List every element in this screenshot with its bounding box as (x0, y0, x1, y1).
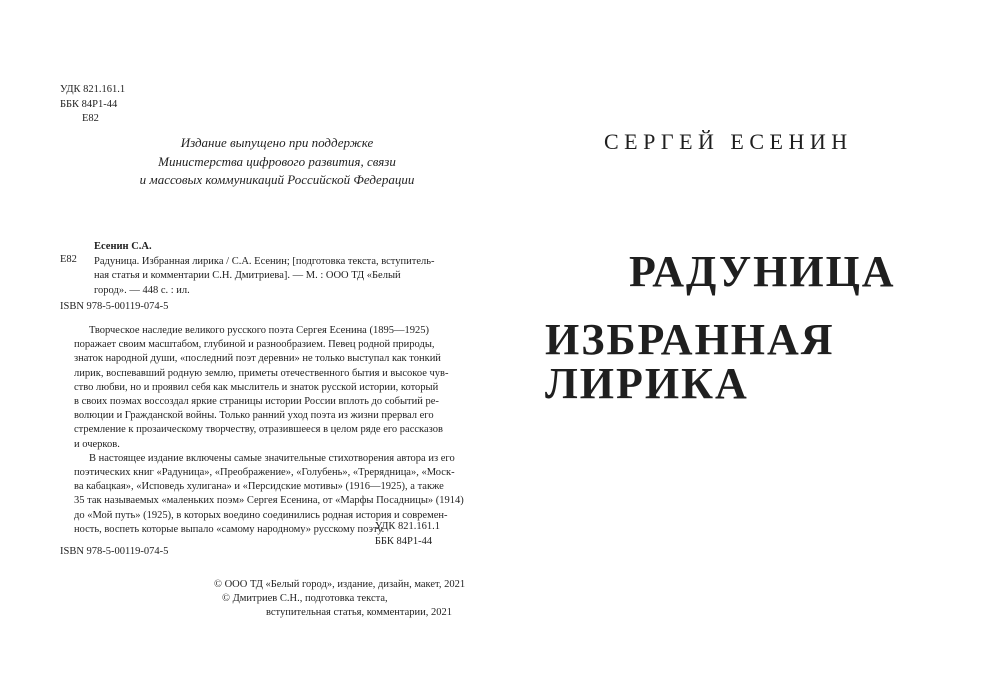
annotation-line: лирик, воспевавший родную землю, приметы отечественного бытия и высокое чув- (74, 367, 449, 379)
annotation-line: 35 так называемых «маленьких поэм» Сергея Есенина, от «Марфы Посадницы» (1914) (74, 495, 464, 507)
annotation-line: знаток народной души, «последний поэт деревни» не только выступал как тонкий (74, 353, 441, 365)
annotation-line: ство любви, но и проявил себя как мыслитель и знаток русской истории, который (74, 381, 439, 393)
annotation-line: В настоящее издание включены самые значительные стихотворения автора из его (89, 452, 455, 464)
copyright-line: вступительная статья, комментарии, 2021 (266, 606, 453, 618)
author-mark: Е82 (82, 113, 99, 124)
copyright-block (214, 578, 465, 619)
isbn: ISBN 978-5-00119-074-5 (60, 301, 169, 312)
author-heading: Есенин С.А. (94, 241, 152, 252)
copyright-line: © ООО ТД «Белый город», издание, дизайн, макет, 2021 (214, 579, 466, 590)
annotation-line: поэтических книг «Радуница», «Преображение», «Голубень», «Трерядница», «Моск- (74, 467, 455, 479)
bbk-code: ББК 84Р1-44 (374, 535, 433, 547)
udk-footer-block (375, 520, 440, 549)
support-line: Издание выпущено при поддержке (180, 135, 374, 150)
udk-code: УДК 821.161.1 (374, 521, 440, 532)
biblio-line: город». — 448 с. : ил. (94, 284, 190, 296)
support-line: и массовых коммуникаций Российской Федерации (139, 172, 415, 187)
udk-header-block (60, 83, 125, 127)
support-note (118, 134, 436, 190)
udk-code: УДК 821.161.1 (60, 84, 126, 95)
bbk-code: ББК 84Р1-44 (60, 98, 118, 110)
annotation-line: ность, воспеть которые выпало «самому народному» русскому поэту. (74, 523, 385, 535)
annotation-line: стремление к прозаическому творчеству, отразившееся в целом ряде его рассказов (74, 424, 443, 436)
annotation-line: волюции и Гражданской войны. Только ранний уход поэта из жизни прервал его (74, 410, 434, 422)
annotation-line: в своих поэмах воссоздал яркие страницы истории России вплоть до событий ре- (74, 396, 439, 408)
copyright-line: © Дмитриев С.Н., подготовка текста, (222, 592, 388, 604)
annotation-line: ва кабацкая», «Исповедь хулигана» и «Персидские мотивы» (1916—1925), а также (74, 481, 444, 493)
annotation-line: до «Мой путь» (1925), в которых воедино соединились родная история и современ- (74, 509, 448, 521)
bibliographic-record (94, 240, 470, 298)
catalog-code: Е82 (60, 254, 77, 265)
annotation (74, 324, 464, 537)
support-line: Министерства цифрового развития, связи (158, 153, 396, 169)
annotation-line: и очерков. (74, 438, 120, 450)
annotation-line: поражает своим масштабом, глубиной и разнообразием. Певец родной природы, (74, 339, 435, 351)
book-author: СЕРГЕЙ ЕСЕНИН (604, 129, 853, 154)
biblio-line: Радуница. Избранная лирика / С.А. Есенин; [подготовка текста, вступитель- (94, 255, 435, 267)
book-subtitle: ИЗБРАННАЯ ЛИРИКА (545, 315, 835, 408)
book-title: РАДУНИЦА (629, 247, 896, 296)
biblio-line: ная статья и комментарии С.Н. Дмитриева]. — М. : ООО ТД «Белый (94, 270, 401, 281)
annotation-line: Творческое наследие великого русского поэта Сергея Есенина (1895—1925) (89, 325, 429, 336)
isbn-bottom: ISBN 978-5-00119-074-5 (60, 546, 169, 557)
